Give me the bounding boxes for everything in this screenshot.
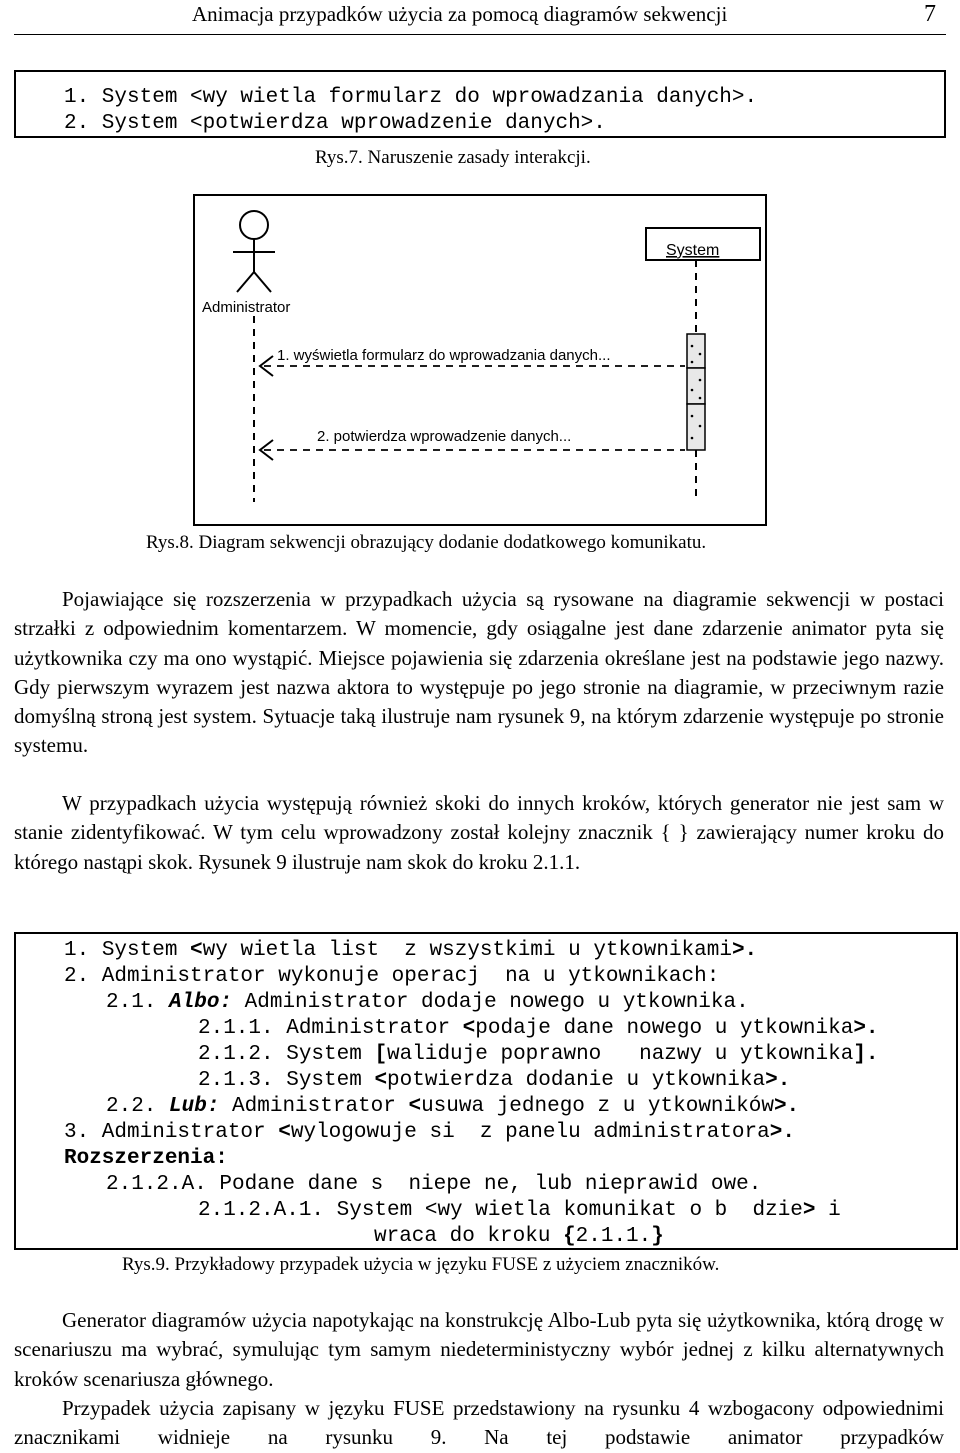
scenario-line-2: 2. System <potwierdza wprowadzenie danych>. (64, 112, 606, 135)
sequence-diagram (193, 194, 767, 526)
paragraph-1: Pojawiające się rozszerzenia w przypadkach użycia są rysowane na diagramie sekwencji w postaci strzałki z odpowiednim komentarzem. W momencie, gdy osiągalne jest dane zdarzenie animator pyta się użytkownika czy ma ono wystąpić. Miejsce pojawienia się zdarzenia określane jest na podstawie jego nazwy. Gdy pierwszym wyrazem jest nazwa aktora to występuje po jego stronie na diagramie, w przeciwnym razie domyślną stroną jest system. Sytuacje taką ilustruje nam rysunek 9, na którym zdarzenie występuje po stronie systemu. (14, 587, 944, 758)
code-line-2: 2. Administrator wykonuje operacj na u ytkownikach: (64, 965, 720, 988)
code-line-1: 1. System <wy wietla list z wszystkimi u ytkownikami>. (64, 939, 758, 962)
message-label-1: 1. wyświetla formularz do wprowadzania danych... (277, 347, 611, 364)
page-header (0, 0, 960, 40)
activation-bar-3 (687, 404, 705, 450)
paragraph-4: Przypadek użycia zapisany w języku FUSE przedstawiony na rysunku 4 wzbogacony odpowiednimi znacznikami widnieje na rysunku 9. Na tej podstawie animator przypadków (14, 1396, 944, 1450)
code-line-12: wraca do kroku {2.1.1.} (374, 1225, 664, 1248)
fig7-caption: Rys.7. Naruszenie zasady interakcji. (315, 147, 591, 168)
code-line-7: 2.2. Lub: Administrator <usuwa jednego z u ytkowników>. (106, 1095, 800, 1118)
header-rule (14, 34, 946, 35)
fig9-caption: Rys.9. Przykładowy przypadek użycia w języku FUSE z użyciem znaczników. (122, 1254, 720, 1275)
code-line-5: 2.1.2. System [waliduje poprawno nazwy u ytkownika]. (198, 1043, 879, 1066)
code-line-6: 2.1.3. System <potwierdza dodanie u ytkownika>. (198, 1069, 791, 1092)
fig8-caption: Rys.8. Diagram sekwencji obrazujący dodanie dodatkowego komunikatu. (146, 532, 707, 553)
page-number: 7 (924, 1, 936, 27)
activation-bar-2 (687, 368, 705, 404)
code-line-8: 3. Administrator <wylogowuje si z panelu administratora>. (64, 1121, 795, 1144)
activation-bar-1 (687, 334, 705, 368)
paragraph-2: W przypadkach użycia występują również skoki do innych kroków, których generator nie jest sam w stanie zidentyfikować. W tym celu wprowadzony został kolejny znacznik { } zawierający numer kroku do którego nastąpi skok. Rysunek 9 ilustruje nam skok do kroku 2.1.1. (14, 791, 944, 874)
code-line-11: 2.1.2.A.1. System <wy wietla komunikat o b dzie> i (198, 1199, 841, 1222)
scenario-box-2 (14, 932, 958, 1250)
paragraph-3: Generator diagramów użycia napotykając na konstrukcję Albo-Lub pyta się użytkownika, którą drogę w scenariuszu ma wybrać, symulując tym samym niedeterministyczny wybór jednej z kilku alternatywnych kroków scenariusza głównego. (14, 1308, 944, 1391)
scenario-line-1: 1. System <wy wietla formularz do wprowadzania danych>. (64, 86, 758, 109)
code-line-10: 2.1.2.A. Podane dane s niepe ne, lub nieprawid owe. (106, 1173, 762, 1196)
code-line-4: 2.1.1. Administrator <podaje dane nowego u ytkownika>. (198, 1017, 879, 1040)
actor-label: Administrator (202, 299, 291, 316)
system-object-label: System (666, 242, 720, 259)
code-line-3: 2.1. Albo: Administrator dodaje nowego u ytkownika. (106, 991, 749, 1014)
message-label-2: 2. potwierdza wprowadzenie danych... (317, 428, 572, 445)
running-title: Animacja przypadków użycia za pomocą diagramów sekwencji (192, 2, 728, 26)
scenario-box-1 (14, 70, 946, 138)
code-line-extensions-heading: Rozszerzenia: (64, 1147, 228, 1170)
